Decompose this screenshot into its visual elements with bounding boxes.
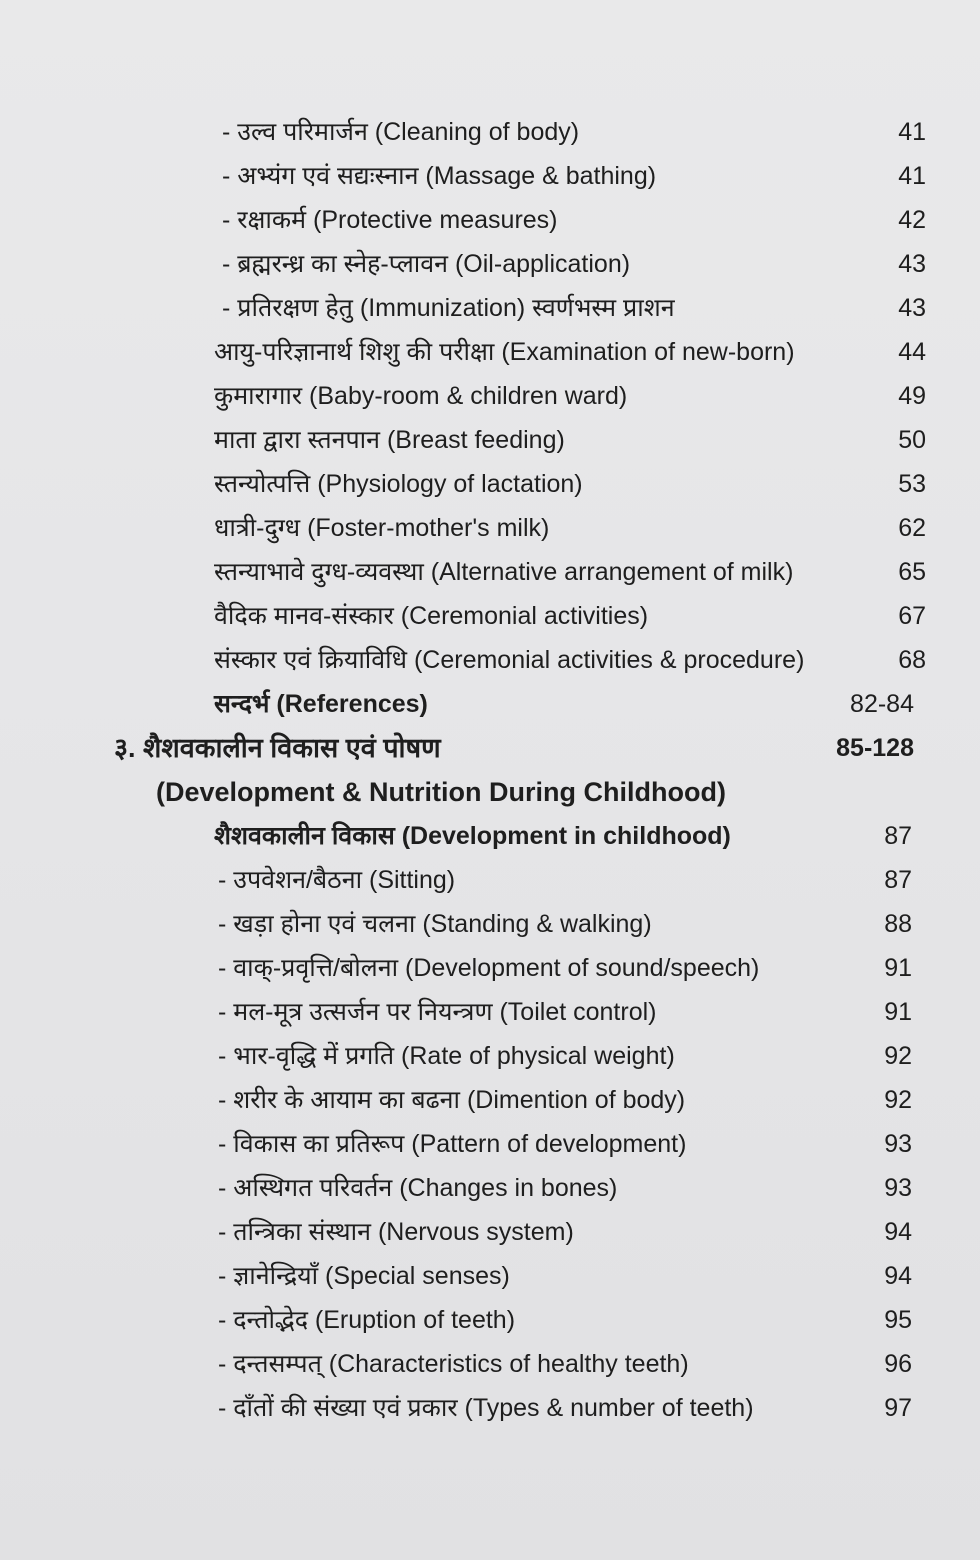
toc-entry-label: - अस्थिगत परिवर्तन (Changes in bones) xyxy=(218,1174,618,1202)
toc-entry-label: - शरीर के आयाम का बढना (Dimention of body) xyxy=(218,1086,686,1114)
toc-entry xyxy=(0,1386,980,1430)
toc-entry xyxy=(0,110,980,154)
toc-entry-page-number: 67 xyxy=(898,602,926,630)
toc-entry xyxy=(0,858,980,902)
toc-entry xyxy=(0,198,980,242)
toc-entry-page-number: 68 xyxy=(898,646,926,674)
toc-entry-label: धात्री-दुग्ध (Foster-mother's milk) xyxy=(214,514,550,542)
toc-entry-label: - प्रतिरक्षण हेतु (Immunization) स्वर्णभस्म प्राशन xyxy=(222,294,675,322)
toc-entry xyxy=(0,638,980,682)
toc-entry-page-number: 50 xyxy=(898,426,926,454)
toc-entry xyxy=(0,726,980,770)
toc-entry-page-number: 85-128 xyxy=(836,734,914,762)
toc-entry-page-number: 91 xyxy=(884,998,912,1026)
toc-entry-page-number: 91 xyxy=(884,954,912,982)
toc-entry-page-number: 94 xyxy=(884,1218,912,1246)
toc-entry-label: - अभ्यंग एवं सद्यःस्नान (Massage & bathing) xyxy=(222,162,657,190)
toc-entry-label: - मल-मूत्र उत्सर्जन पर नियन्त्रण (Toilet control) xyxy=(218,998,657,1026)
toc-entry-page-number: 41 xyxy=(898,118,926,146)
toc-entry-page-number: 96 xyxy=(884,1350,912,1378)
toc-entry-page-number: 95 xyxy=(884,1306,912,1334)
toc-entry-page-number: 53 xyxy=(898,470,926,498)
toc-entry xyxy=(0,418,980,462)
toc-entry xyxy=(0,242,980,286)
toc-entry-page-number: 62 xyxy=(898,514,926,542)
toc-entry-page-number: 87 xyxy=(884,822,912,850)
toc-entry-label: (Development & Nutrition During Childhood) xyxy=(156,777,726,807)
toc-entry-page-number: 92 xyxy=(884,1042,912,1070)
toc-entry-label: - उल्व परिमार्जन (Cleaning of body) xyxy=(222,118,580,146)
toc-entry xyxy=(0,990,980,1034)
toc-entry xyxy=(0,1254,980,1298)
toc-entry-page-number: 87 xyxy=(884,866,912,894)
toc-entry xyxy=(0,154,980,198)
toc-entry xyxy=(0,506,980,550)
toc-entry xyxy=(0,550,980,594)
toc-entry xyxy=(0,1298,980,1342)
toc-entry xyxy=(0,286,980,330)
table-of-contents xyxy=(0,110,980,1430)
toc-entry-label: - दन्तोद्भेद (Eruption of teeth) xyxy=(218,1306,516,1334)
toc-entry-label: शैशवकालीन विकास (Development in childhood) xyxy=(214,822,731,850)
toc-entry xyxy=(0,374,980,418)
toc-entry-label: कुमारागार (Baby-room & children ward) xyxy=(214,382,628,410)
toc-entry xyxy=(0,1210,980,1254)
toc-entry-label: ३. शैशवकालीन विकास एवं पोषण xyxy=(114,733,441,763)
toc-entry-label: - विकास का प्रतिरूप (Pattern of development) xyxy=(218,1130,687,1158)
toc-entry-label: - वाक्-प्रवृत्ति/बोलना (Development of sound/speech) xyxy=(218,954,760,982)
toc-entry-label: आयु-परिज्ञानार्थ शिशु की परीक्षा (Examination of new-born) xyxy=(214,338,795,366)
toc-entry-page-number: 93 xyxy=(884,1174,912,1202)
toc-entry-page-number: 43 xyxy=(898,250,926,278)
toc-entry xyxy=(0,814,980,858)
toc-entry-label: - तन्त्रिका संस्थान (Nervous system) xyxy=(218,1218,574,1246)
toc-entry-label: स्तन्याभावे दुग्ध-व्यवस्था (Alternative arrangement of milk) xyxy=(214,558,794,586)
toc-entry xyxy=(0,330,980,374)
toc-entry xyxy=(0,1122,980,1166)
toc-entry-page-number: 82-84 xyxy=(850,690,914,718)
toc-entry xyxy=(0,946,980,990)
toc-entry xyxy=(0,1078,980,1122)
toc-entry-page-number: 92 xyxy=(884,1086,912,1114)
toc-entry-page-number: 43 xyxy=(898,294,926,322)
toc-entry-label: सन्दर्भ (References) xyxy=(214,690,428,718)
toc-entry xyxy=(0,682,980,726)
toc-entry xyxy=(0,1166,980,1210)
toc-entry-page-number: 42 xyxy=(898,206,926,234)
toc-entry-page-number: 49 xyxy=(898,382,926,410)
toc-entry-label: - ब्रह्मरन्ध्र का स्नेह-प्लावन (Oil-application) xyxy=(222,250,631,278)
toc-entry xyxy=(0,594,980,638)
toc-entry-label: माता द्वारा स्तनपान (Breast feeding) xyxy=(214,426,565,454)
toc-entry-label: - उपवेशन/बैठना (Sitting) xyxy=(218,866,456,894)
toc-entry-page-number: 44 xyxy=(898,338,926,366)
toc-entry xyxy=(0,462,980,506)
toc-entry xyxy=(0,770,980,814)
toc-entry xyxy=(0,1034,980,1078)
toc-entry-page-number: 93 xyxy=(884,1130,912,1158)
toc-entry-page-number: 65 xyxy=(898,558,926,586)
toc-entry xyxy=(0,902,980,946)
toc-entry-page-number: 88 xyxy=(884,910,912,938)
toc-entry-page-number: 97 xyxy=(884,1394,912,1422)
toc-entry-label: - दन्तसम्पत् (Characteristics of healthy teeth) xyxy=(218,1350,689,1378)
toc-entry-label: - दाँतों की संख्या एवं प्रकार (Types & number of teeth) xyxy=(218,1394,754,1422)
toc-entry-page-number: 94 xyxy=(884,1262,912,1290)
toc-entry-label: वैदिक मानव-संस्कार (Ceremonial activities) xyxy=(214,602,649,630)
toc-entry-label: - रक्षाकर्म (Protective measures) xyxy=(222,206,558,234)
toc-entry xyxy=(0,1342,980,1386)
toc-entry-page-number: 41 xyxy=(898,162,926,190)
toc-entry-label: - खड़ा होना एवं चलना (Standing & walking) xyxy=(218,910,652,938)
toc-entry-label: संस्कार एवं क्रियाविधि (Ceremonial activities & procedure) xyxy=(214,646,805,674)
toc-entry-label: - भार-वृद्धि में प्रगति (Rate of physical weight) xyxy=(218,1042,675,1070)
toc-entry-label: स्तन्योत्पत्ति (Physiology of lactation) xyxy=(214,470,583,498)
toc-entry-label: - ज्ञानेन्द्रियाँ (Special senses) xyxy=(218,1262,510,1290)
